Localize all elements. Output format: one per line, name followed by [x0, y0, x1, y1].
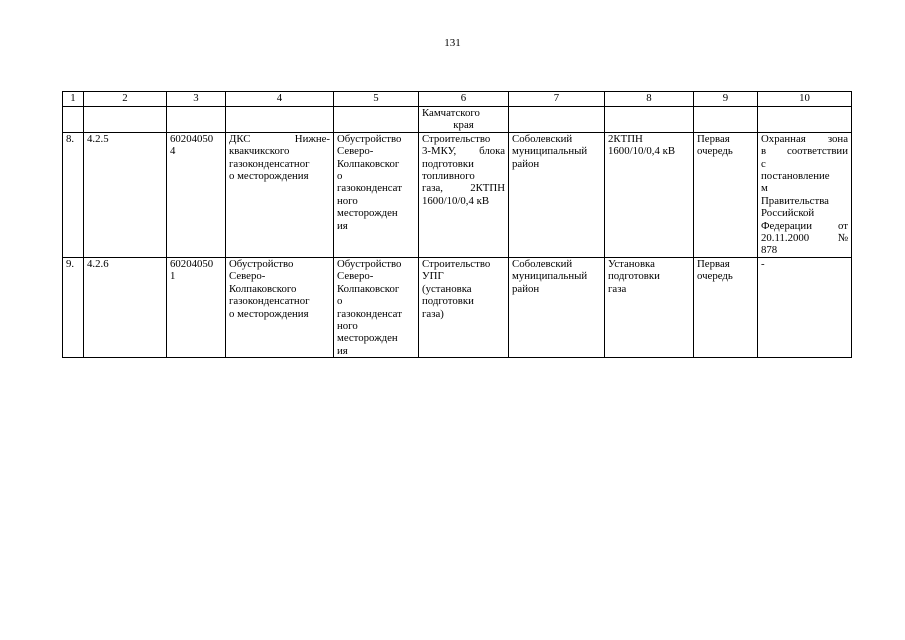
cell [694, 107, 758, 133]
cell-line: Северо- [337, 270, 374, 283]
table-row [63, 257, 852, 357]
cell-code: 4.2.5 [84, 132, 167, 257]
cell-line: Федерации от [761, 219, 848, 232]
cell-line: ного [337, 194, 358, 207]
cell-line: Охранная зона [761, 132, 848, 145]
data-table [62, 91, 852, 358]
cell-district [509, 257, 605, 357]
cell-line: Первая [697, 132, 730, 145]
cell-line: (установка [422, 282, 472, 295]
cell-line: постановление [761, 170, 830, 183]
cell-line: очередь [697, 270, 733, 283]
cell-num: 9. [63, 257, 84, 357]
page-number: 131 [444, 37, 461, 49]
cell-line: о месторождения [229, 307, 309, 320]
table-row-continuation [63, 107, 852, 133]
cell-works [419, 257, 509, 357]
cell-line: м [761, 182, 768, 195]
cell [226, 107, 334, 133]
cell-line: 4 [170, 145, 176, 158]
cell-stage [694, 257, 758, 357]
cell-line: Колпаковского [229, 282, 297, 295]
cell [334, 107, 419, 133]
cell-line: 60204050 [170, 132, 214, 145]
cell-line: Камчатского [422, 107, 480, 119]
cell-line: Колпаковског [337, 157, 400, 170]
cell-line: ного [337, 319, 358, 332]
table-row [63, 132, 852, 257]
cell-line: 20.11.2000 № [761, 232, 848, 245]
cell-line: о месторождения [229, 170, 309, 183]
cell-line: газоконденсатног [229, 157, 310, 170]
cell-line: подготовки [422, 157, 474, 170]
cell-line: 3-МКУ, блока [422, 145, 505, 158]
cell-line: 1600/10/0,4 кВ [422, 194, 490, 207]
cell [167, 107, 226, 133]
cell-line: 878 [761, 244, 778, 257]
cell-line: очередь [697, 145, 733, 158]
cell-line: ия [337, 344, 348, 357]
cell-line: ия [337, 219, 348, 232]
cell-line: о [337, 295, 343, 308]
header-row [63, 92, 852, 107]
cell [605, 107, 694, 133]
header-col-8: 8 [605, 92, 694, 107]
cell-num: 8. [63, 132, 84, 257]
cell-line: 60204050 [170, 257, 214, 270]
cell-line: Соболевский [512, 257, 573, 270]
header-col-4: 4 [226, 92, 334, 107]
cell-line: месторожден [337, 207, 398, 220]
cell-line: газа, 2КТПН [422, 182, 505, 195]
cell-line: месторожден [337, 332, 398, 345]
header-col-9: 9 [694, 92, 758, 107]
cell [509, 107, 605, 133]
header-col-2: 2 [84, 92, 167, 107]
cell-purpose [334, 257, 419, 357]
cell-zone [758, 132, 852, 257]
cell-object [226, 257, 334, 357]
cell-line: Российской [761, 207, 815, 220]
cell [63, 107, 84, 133]
header-col-6: 6 [419, 92, 509, 107]
cell-works [419, 132, 509, 257]
cell-line: квакчикского [229, 145, 290, 158]
cell-line: подготовки [608, 270, 660, 283]
cell-line: Первая [697, 257, 730, 270]
cell-line: Северо- [229, 270, 266, 283]
header-col-10: 10 [758, 92, 852, 107]
cell-district [509, 132, 605, 257]
cell-line: газоконденсат [337, 182, 402, 195]
cell-line: Правительства [761, 194, 829, 207]
cell-line: Соболевский [512, 132, 573, 145]
cell [758, 107, 852, 133]
cell-line: топливного [422, 170, 475, 183]
cell-line: ДКС Нижне- [229, 132, 330, 145]
cell-line: газа [608, 282, 627, 295]
cell-line: Колпаковског [337, 282, 400, 295]
cell-line: с [761, 157, 766, 170]
cell-params [605, 257, 694, 357]
cell-line: газоконденсат [337, 307, 402, 320]
header-col-5: 5 [334, 92, 419, 107]
cell-line: Обустройство [229, 257, 294, 270]
cell-id [167, 257, 226, 357]
cell-line: Строительство [422, 257, 491, 270]
cell-line: в соответствии [761, 145, 848, 158]
cell-zone: - [758, 257, 852, 357]
cell-stage [694, 132, 758, 257]
cell-line: район [512, 282, 540, 295]
table-header [63, 92, 852, 107]
cell-line: газа) [422, 307, 444, 320]
cell-line: Обустройство [337, 132, 402, 145]
cell-line: газоконденсатног [229, 295, 310, 308]
cell-line: 2КТПН [608, 132, 643, 145]
header-col-7: 7 [509, 92, 605, 107]
cell-params [605, 132, 694, 257]
cell-line: УПГ [422, 270, 444, 283]
cell-object [226, 132, 334, 257]
cell-line: район [512, 157, 540, 170]
cell [84, 107, 167, 133]
cell-code: 4.2.6 [84, 257, 167, 357]
cell-line: муниципальный [512, 145, 588, 158]
cell-line: 1600/10/0,4 кВ [608, 145, 676, 158]
cell-line: подготовки [422, 295, 474, 308]
header-col-1: 1 [63, 92, 84, 107]
cell-line: Обустройство [337, 257, 402, 270]
cell-line: Установка [608, 257, 655, 270]
cell-line: края [453, 119, 474, 132]
cell-works [419, 107, 509, 133]
cell-line: о [337, 170, 343, 183]
header-col-3: 3 [167, 92, 226, 107]
cell-line: муниципальный [512, 270, 588, 283]
cell-line: 1 [170, 270, 176, 283]
cell-line: Северо- [337, 145, 374, 158]
cell-id [167, 132, 226, 257]
cell-line: Строительство [422, 132, 491, 145]
cell-purpose [334, 132, 419, 257]
